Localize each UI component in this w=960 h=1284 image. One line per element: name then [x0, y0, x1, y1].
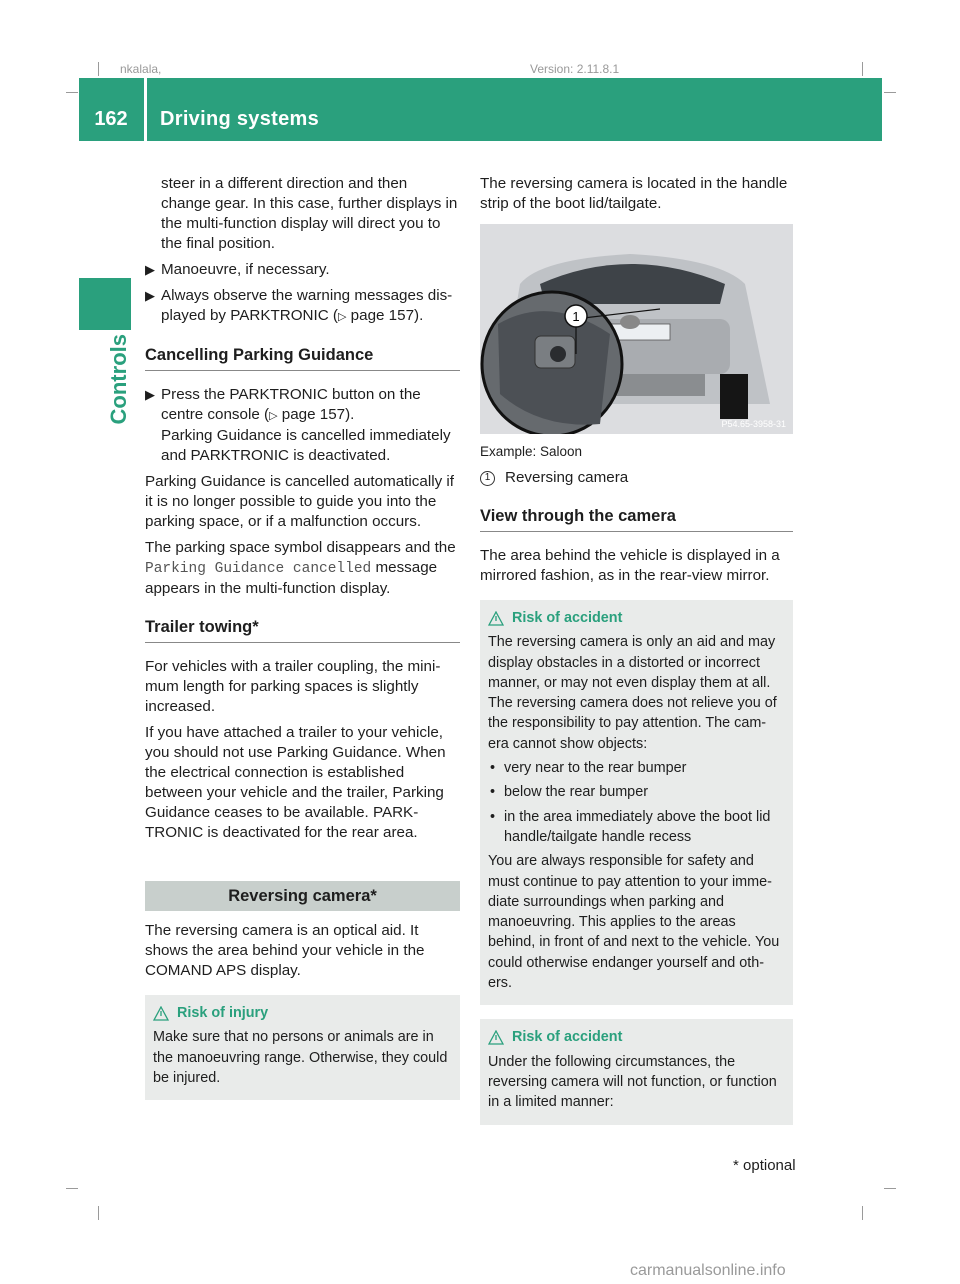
heading-reversing-camera: Reversing camera* — [145, 881, 460, 911]
bullet-dot: • — [490, 760, 496, 777]
photo-code: P54.65-3958-31 — [721, 419, 786, 429]
warning-box-injury — [145, 995, 460, 1100]
crop-mark — [884, 1188, 896, 1189]
paragraph: Parking Guidance is cancelled automatically if it is no longer possible to guide you into the parking space, or if a malfunction occurs. — [145, 473, 454, 530]
step-item — [145, 286, 460, 327]
warning-box-accident — [480, 600, 793, 1005]
display-message: Parking Guidance cancelled — [145, 561, 372, 577]
print-meta-right: Version: 2.11.8.1 — [530, 62, 620, 76]
warning-title — [153, 1003, 452, 1023]
step-text-end: ). — [345, 406, 355, 423]
watermark: carmanualsonline.info — [630, 1262, 786, 1279]
bullet-text: in the area immediately above the boot lid handle/tailgate handle recess — [504, 808, 771, 845]
paragraph: The reversing camera is located in the handle strip of the boot lid/tailgate. — [480, 175, 788, 212]
crop-mark — [862, 62, 863, 76]
bullet-text: very near to the rear bumper — [504, 760, 687, 777]
heading-cancelling-parking-guidance: Cancelling Parking Guidance — [145, 345, 460, 371]
step-text: Press the PARKTRONIC button on the centre console ( — [161, 386, 421, 423]
right-column — [480, 174, 793, 1125]
figure-legend — [480, 468, 793, 488]
warning-text: The reversing camera is only an aid and may display obstacles in a distorted or incorrect manner, or may not even display them at all. The reversing camera does not relieve you of the responsibility to pay attention. The cam-era cannot show objects: — [488, 634, 777, 752]
crop-mark — [66, 1188, 78, 1189]
page-reference-link[interactable]: page 157 — [350, 307, 415, 324]
text: The parking space symbol disappears and the — [145, 539, 456, 556]
crop-mark — [884, 92, 896, 93]
step-item — [145, 260, 460, 280]
warning-triangle-icon — [488, 1030, 504, 1045]
bullet-item — [488, 807, 785, 848]
figure-caption: Example: Saloon — [480, 444, 583, 459]
section-title: Driving systems — [160, 108, 320, 130]
step-text-end: ). — [414, 307, 424, 324]
optional-footnote: * optional — [733, 1157, 796, 1174]
page-number: 162 — [94, 108, 128, 130]
warning-title — [488, 1027, 785, 1047]
crop-mark — [98, 1206, 99, 1220]
step-text: Manoeuvre, if necessary. — [161, 261, 330, 278]
photo-callout-number: 1 — [572, 309, 580, 324]
intro-text: steer in a different direction and then change gear. In this case, further displays in the multi-function display will direct you to the final position. — [161, 175, 458, 252]
crop-mark — [862, 1206, 863, 1220]
heading-trailer-towing: Trailer towing* — [145, 617, 460, 643]
bullet-item — [488, 782, 785, 802]
paragraph: The area behind the vehicle is displayed in a mirrored fashion, as in the rear-view mirror. — [480, 547, 780, 584]
paragraph: The reversing camera is an optical aid. It shows the area behind your vehicle in the COMAND APS display. — [145, 922, 425, 979]
warning-box-accident-2 — [480, 1019, 793, 1124]
warning-text: Under the following circumstances, the reversing camera will not function, or function in a limited manner: — [488, 1053, 777, 1111]
warning-title-text: Risk of injury — [177, 1005, 269, 1021]
arrow-right-icon: ▶ — [145, 288, 155, 303]
triangle-right-icon: ▷ — [337, 311, 347, 323]
bullet-item — [488, 758, 785, 778]
crop-mark — [66, 92, 78, 93]
legend-number: 1 — [480, 471, 495, 486]
bullet-dot: • — [490, 808, 496, 825]
reversing-camera-photo — [480, 224, 793, 434]
header-divider — [144, 78, 147, 141]
arrow-right-icon: ▶ — [145, 262, 155, 277]
triangle-right-icon: ▷ — [269, 410, 278, 422]
arrow-right-icon: ▶ — [145, 387, 155, 402]
warning-text: Make sure that no persons or animals are in the manoeuvring range. Otherwise, they could be injured. — [153, 1029, 448, 1086]
warning-title — [488, 608, 785, 628]
page-reference-link[interactable]: page 157 — [281, 406, 346, 423]
text: message appears in the multi-function display. — [145, 559, 438, 597]
paragraph — [145, 538, 460, 599]
legend-text: Reversing camera — [505, 469, 629, 486]
paragraph: If you have attached a trailer to your vehicle, you should not use Parking Guidance. When the electrical connection is established between your vehicle and the trailer, Parking Guidance ceases to be available. PARK-TRONIC is deactivated for the rear area. — [145, 724, 446, 841]
crop-mark — [98, 62, 99, 76]
bullet-text: below the rear bumper — [504, 784, 648, 801]
warning-title-text: Risk of accident — [512, 1029, 623, 1046]
warning-text: You are always responsible for safety and must continue to pay attention to your imme-diate surroundings when parking and manoeuvring. This applies to the areas behind, in front of and next to the vehicle. You could otherwise endanger yourself and oth-ers. — [488, 853, 780, 992]
side-tab — [79, 278, 131, 330]
left-column — [145, 174, 460, 1100]
bullet-dot: • — [490, 784, 496, 801]
step-continuation: Parking Guidance is cancelled immediately and PARKTRONIC is deactivated. — [161, 427, 451, 464]
step-item — [145, 385, 460, 466]
warning-title-text: Risk of accident — [512, 610, 623, 626]
print-meta-left: nkalala, — [120, 62, 162, 76]
heading-view-through-camera: View through the camera — [480, 506, 793, 532]
step-text: Always observe the warning messages dis-played by PARKTRONIC ( — [161, 287, 453, 324]
paragraph: For vehicles with a trailer coupling, the mini-mum length for parking spaces is slightly increased. — [145, 658, 441, 715]
warning-triangle-icon — [488, 611, 504, 626]
side-tab-label: Controls — [106, 334, 131, 425]
warning-triangle-icon — [153, 1006, 169, 1021]
